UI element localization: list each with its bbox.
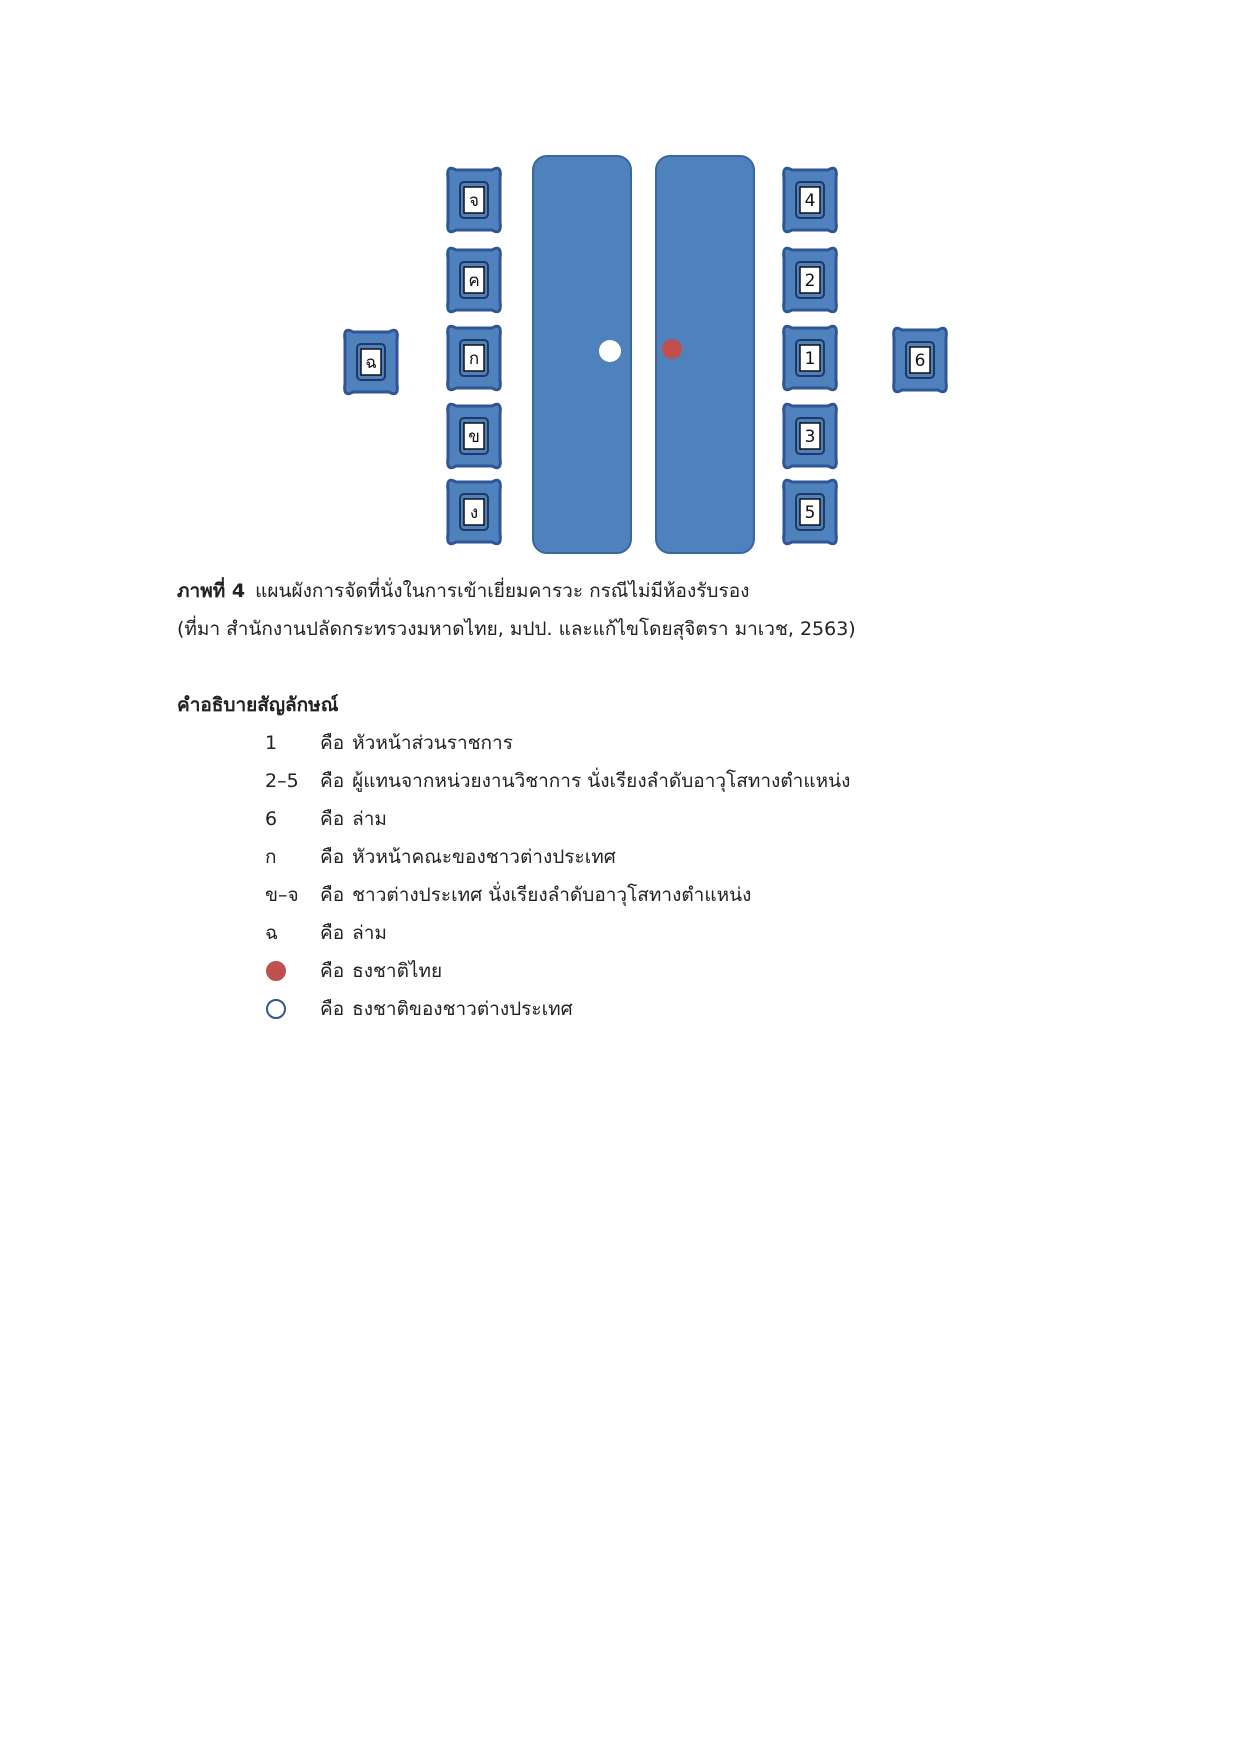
figure-title: แผนผังการจัดที่นั่งในการเข้าเยี่ยมคารวะ กรณีไม่มีห้องรับรอง [255,580,750,602]
legend-key-word: คือ [320,960,345,982]
seat-label: ง [469,503,479,523]
seat-label: ค [468,271,480,291]
legend-key-word: คือ [320,922,345,944]
seat-right [784,326,837,390]
seat-right [784,168,837,232]
seat-left [448,248,501,312]
legend-key-word: คือ [320,770,345,792]
legend [265,724,850,1028]
seat-left [448,404,501,468]
seat-left [448,326,501,390]
seat-label: ข [468,427,480,447]
legend-text: ธงชาติไทย [352,960,443,982]
seat-right [784,480,837,544]
legend-item-foreign-flag [265,990,850,1028]
legend-item [265,800,850,838]
legend-item [265,876,850,914]
legend-text: หัวหน้าคณะของชาวต่างประเทศ [352,846,616,868]
legend-text: ผู้แทนจากหน่วยงานวิชาการ นั่งเรียงลำดับอาวุโสทางตำแหน่ง [352,770,851,792]
red-circle-icon [266,961,286,981]
legend-text: ชาวต่างประเทศ นั่งเรียงลำดับอาวุโสทางตำแหน่ง [352,884,752,906]
legend-key-word: คือ [320,998,345,1020]
seat-label: 3 [804,427,816,447]
seat-right [784,404,837,468]
legend-item [265,914,850,952]
legend-key-word: คือ [320,808,345,830]
seat-left [448,480,501,544]
legend-key-word: คือ [320,846,345,868]
seat-left [448,168,501,232]
seat-label: 5 [804,503,816,523]
seat-label: ฉ [365,353,377,373]
seat-label: จ [469,191,479,211]
legend-key-word: คือ [320,732,345,754]
seating-diagram [0,0,1241,570]
seat-label: 6 [914,351,926,371]
legend-symbol: 1 [265,732,278,754]
foreign-flag [599,340,621,362]
seat-interpreter-right [894,328,947,392]
legend-item [265,838,850,876]
legend-symbol: 6 [265,808,278,830]
legend-symbol: ฉ [265,922,278,944]
legend-item-thai-flag [265,952,850,990]
white-circle-icon [266,999,286,1019]
legend-symbol: ข–จ [265,884,299,906]
seat-right [784,248,837,312]
legend-key-word: คือ [320,884,345,906]
legend-symbol: 2–5 [265,770,299,792]
legend-text: ธงชาติของชาวต่างประเทศ [352,998,573,1020]
thai-flag [662,339,682,359]
figure-source: (ที่มา สำนักงานปลัดกระทรวงมหาดไทย, มปป. และแก้ไขโดยสุจิตรา มาเวช, 2563) [177,618,856,640]
legend-symbol: ก [265,846,277,868]
figure-caption [177,572,856,648]
seat-label: 4 [804,191,816,211]
legend-text: หัวหน้าส่วนราชการ [352,732,513,754]
legend-text: ล่าม [352,922,387,944]
legend-item [265,724,850,762]
legend-title: คำอธิบายสัญลักษณ์ [177,694,339,716]
seat-interpreter-left [345,330,398,394]
seat-label: 2 [804,271,816,291]
seat-label: ก [468,349,480,369]
seat-label: 1 [804,349,816,369]
legend-text: ล่าม [352,808,387,830]
legend-item [265,762,850,800]
figure-label: ภาพที่ 4 [177,580,246,602]
